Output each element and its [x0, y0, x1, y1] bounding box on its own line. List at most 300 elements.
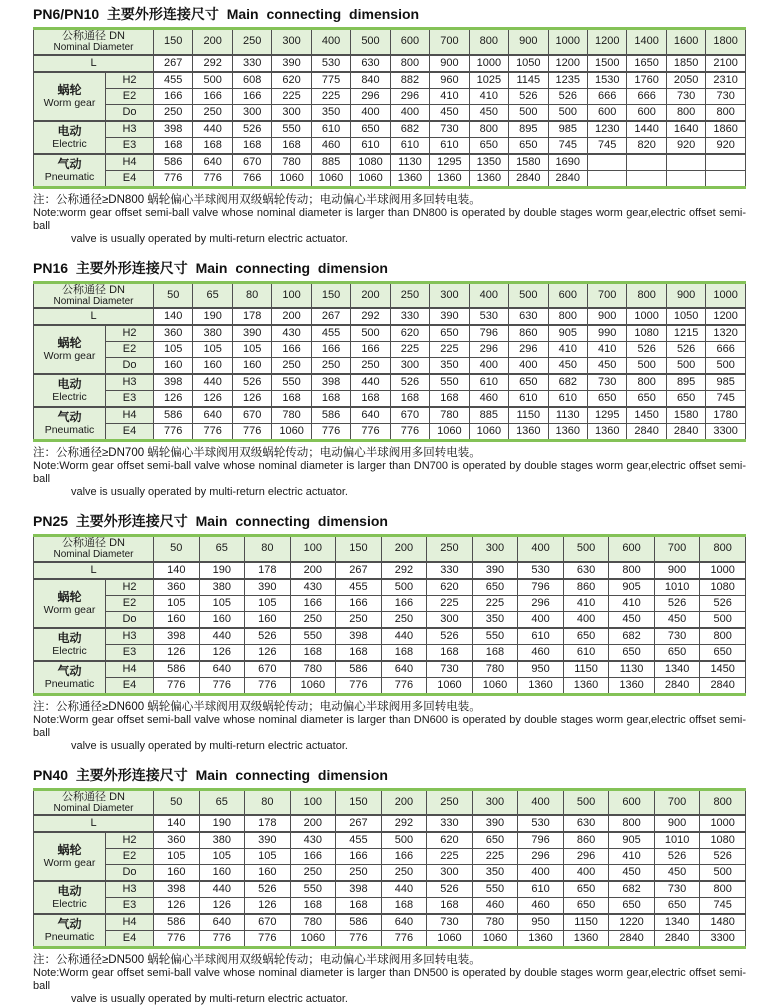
data-cell: 900 [587, 308, 626, 325]
data-cell: 440 [381, 881, 427, 898]
notes-pn40 [33, 953, 746, 1006]
data-cell: 105 [232, 342, 271, 358]
column-header: 400 [518, 789, 564, 815]
title-pn: PN40 [33, 767, 76, 783]
group-label-cn: 电动 [34, 378, 105, 391]
data-cell: 160 [245, 865, 291, 882]
row-label: E3 [106, 644, 154, 661]
dn-header-cell [34, 29, 154, 55]
data-cell: 780 [472, 661, 518, 678]
data-cell: 168 [193, 137, 232, 154]
data-cell: 2840 [666, 424, 705, 441]
data-cell: 682 [609, 628, 655, 645]
dn-label-cn: 公称通径 DN [34, 30, 153, 42]
data-cell: 360 [154, 832, 200, 849]
data-cell: 250 [290, 865, 336, 882]
data-cell: 400 [469, 358, 508, 375]
dn-label-en: Nominal Diameter [34, 296, 153, 307]
data-cell: 1025 [469, 72, 508, 89]
dn-header-cell [34, 536, 154, 562]
data-cell: 178 [245, 815, 291, 832]
data-cell: 250 [311, 358, 350, 375]
data-cell: 225 [272, 88, 311, 104]
row-label: Do [106, 104, 154, 121]
note-en-line2: valve is usually operated by multi-return electric actuator. [33, 740, 746, 753]
data-cell: 250 [154, 104, 193, 121]
column-header: 500 [509, 282, 548, 308]
data-cell: 780 [290, 914, 336, 931]
data-cell: 780 [290, 661, 336, 678]
section-title-pn25 [33, 513, 768, 530]
column-header: 65 [199, 789, 245, 815]
data-cell: 550 [272, 374, 311, 391]
data-cell: 410 [469, 88, 508, 104]
data-cell: 620 [427, 832, 473, 849]
data-cell: 2310 [706, 72, 746, 89]
row-label-L: L [34, 562, 154, 579]
data-cell: 200 [290, 562, 336, 579]
table-row-E2 [34, 849, 746, 865]
data-cell: 920 [706, 137, 746, 154]
data-cell: 650 [469, 137, 508, 154]
data-cell: 296 [518, 595, 564, 611]
data-cell: 250 [351, 358, 390, 375]
data-cell: 267 [154, 55, 193, 72]
data-cell: 650 [654, 644, 700, 661]
data-cell: 666 [587, 88, 626, 104]
document-body [33, 6, 768, 1006]
data-cell: 455 [311, 325, 350, 342]
data-cell: 586 [336, 914, 382, 931]
data-cell: 166 [351, 342, 390, 358]
data-cell: 296 [469, 342, 508, 358]
data-cell: 292 [193, 55, 232, 72]
data-cell: 650 [472, 832, 518, 849]
data-cell: 900 [654, 815, 700, 832]
data-cell: 1650 [627, 55, 666, 72]
title-pn: PN16 [33, 260, 76, 276]
row-label: H2 [106, 325, 154, 342]
data-cell: 1780 [706, 407, 746, 424]
data-cell: 178 [245, 562, 291, 579]
title-en: Main connecting dimension [196, 260, 388, 276]
data-cell: 430 [272, 325, 311, 342]
data-cell: 730 [706, 88, 746, 104]
data-cell: 2050 [666, 72, 705, 89]
data-cell: 450 [654, 865, 700, 882]
data-cell: 776 [199, 931, 245, 948]
data-cell: 800 [469, 121, 508, 138]
column-header: 80 [245, 789, 291, 815]
data-cell: 985 [706, 374, 746, 391]
group-label [34, 914, 106, 948]
group-label-cn: 电动 [34, 885, 105, 898]
data-cell: 390 [430, 308, 469, 325]
data-cell: 360 [154, 325, 193, 342]
column-header: 100 [290, 789, 336, 815]
data-cell: 2100 [706, 55, 746, 72]
data-cell: 500 [700, 865, 746, 882]
data-cell: 300 [232, 104, 271, 121]
data-cell: 400 [509, 358, 548, 375]
group-label-en: Pneumatic [34, 171, 105, 183]
column-header: 1000 [548, 29, 587, 55]
group-label-en: Electric [34, 898, 105, 910]
data-cell: 776 [311, 424, 350, 441]
row-label: H2 [106, 72, 154, 89]
note-cn: 注：公称通径≥DN800 蜗轮偏心半球阀用双级蜗轮传动；电动偏心半球阀用多回转电装。 [33, 193, 746, 207]
data-cell: 250 [290, 611, 336, 628]
data-cell: 500 [548, 104, 587, 121]
data-cell: 126 [154, 391, 193, 408]
dn-header-cell [34, 282, 154, 308]
data-cell: 776 [245, 931, 291, 948]
data-cell: 526 [548, 88, 587, 104]
note-cn: 注：公称通径≥DN500 蜗轮偏心半球阀用双级蜗轮传动；电动偏心半球阀用多回转电装。 [33, 953, 746, 967]
column-header: 80 [232, 282, 271, 308]
note-cn: 注：公称通径≥DN700 蜗轮偏心半球阀用双级蜗轮传动；电动偏心半球阀用多回转电装。 [33, 446, 746, 460]
data-cell: 526 [654, 595, 700, 611]
data-cell: 1580 [509, 154, 548, 171]
data-cell: 398 [336, 881, 382, 898]
data-cell: 350 [472, 611, 518, 628]
data-cell: 400 [351, 104, 390, 121]
data-cell: 2840 [548, 170, 587, 187]
data-cell: 250 [336, 865, 382, 882]
data-cell: 1150 [563, 661, 609, 678]
data-cell: 630 [563, 562, 609, 579]
data-cell: 400 [390, 104, 429, 121]
data-cell: 398 [154, 881, 200, 898]
dn-header-cell [34, 789, 154, 815]
table-row-L [34, 562, 746, 579]
data-cell: 500 [381, 832, 427, 849]
dn-label-cn: 公称通径 DN [34, 537, 153, 549]
row-label-L: L [34, 308, 154, 325]
data-cell: 166 [381, 595, 427, 611]
data-cell: 796 [469, 325, 508, 342]
row-label: E4 [106, 424, 154, 441]
data-cell: 1360 [587, 424, 626, 441]
data-cell: 1000 [700, 815, 746, 832]
data-cell: 178 [232, 308, 271, 325]
data-cell: 550 [290, 881, 336, 898]
data-cell: 2840 [654, 931, 700, 948]
group-label-cn: 气动 [34, 158, 105, 171]
group-label-en: Pneumatic [34, 931, 105, 943]
data-cell: 800 [700, 881, 746, 898]
data-cell: 670 [245, 661, 291, 678]
data-cell: 1850 [666, 55, 705, 72]
data-cell: 380 [199, 579, 245, 596]
data-cell: 360 [154, 579, 200, 596]
data-cell: 526 [627, 342, 666, 358]
data-cell: 450 [609, 865, 655, 882]
data-cell: 1130 [609, 661, 655, 678]
section-title-pn40 [33, 767, 768, 784]
data-cell: 105 [193, 342, 232, 358]
dn-label-en: Nominal Diameter [34, 803, 153, 814]
data-cell: 745 [587, 137, 626, 154]
table-row-H4 [34, 661, 746, 678]
data-cell: 800 [666, 104, 705, 121]
data-cell: 610 [548, 391, 587, 408]
data-cell: 105 [245, 849, 291, 865]
data-cell: 730 [666, 88, 705, 104]
column-header: 200 [193, 29, 232, 55]
table-row-H2 [34, 325, 746, 342]
column-header: 300 [430, 282, 469, 308]
column-header: 700 [587, 282, 626, 308]
data-cell: 610 [390, 137, 429, 154]
column-header: 700 [430, 29, 469, 55]
table-header-row [34, 536, 746, 562]
data-cell: 776 [154, 170, 193, 187]
column-header: 150 [336, 789, 382, 815]
data-cell: 796 [518, 579, 564, 596]
data-cell: 1450 [627, 407, 666, 424]
data-cell: 526 [390, 374, 429, 391]
data-cell: 398 [311, 374, 350, 391]
table-row-E4 [34, 677, 746, 694]
column-header: 80 [245, 536, 291, 562]
data-cell: 745 [706, 391, 746, 408]
data-cell: 390 [272, 55, 311, 72]
group-label-en: Worm gear [34, 857, 105, 869]
data-cell: 440 [193, 121, 232, 138]
data-cell: 1060 [472, 677, 518, 694]
data-cell: 300 [390, 358, 429, 375]
data-cell: 330 [390, 308, 429, 325]
data-cell: 730 [430, 121, 469, 138]
data-cell: 990 [587, 325, 626, 342]
data-cell: 410 [430, 88, 469, 104]
data-cell: 670 [245, 914, 291, 931]
data-cell: 105 [199, 595, 245, 611]
data-cell: 745 [700, 898, 746, 915]
data-cell: 105 [154, 595, 200, 611]
group-label-en: Worm gear [34, 97, 105, 109]
data-cell: 586 [311, 407, 350, 424]
data-cell: 1080 [351, 154, 390, 171]
data-cell: 1060 [351, 170, 390, 187]
column-header: 800 [627, 282, 666, 308]
group-label-cn: 气动 [34, 918, 105, 931]
data-cell: 168 [351, 391, 390, 408]
data-cell: 330 [232, 55, 271, 72]
data-cell [587, 154, 626, 171]
data-cell: 745 [548, 137, 587, 154]
table-header-row [34, 789, 746, 815]
data-cell: 2840 [609, 931, 655, 948]
note-en-line1: Note:Worm gear offset semi-ball valve whose nominal diameter is larger than DN500 is operated by double stages worm gear,electric offset semi-ball [33, 967, 746, 993]
data-cell: 267 [336, 815, 382, 832]
data-cell: 350 [430, 358, 469, 375]
data-cell: 526 [245, 881, 291, 898]
data-cell: 225 [427, 595, 473, 611]
data-cell: 776 [336, 931, 382, 948]
data-cell: 950 [518, 661, 564, 678]
data-cell: 1295 [587, 407, 626, 424]
data-cell: 1220 [609, 914, 655, 931]
table-row-H3 [34, 121, 746, 138]
data-cell: 985 [548, 121, 587, 138]
data-cell: 530 [469, 308, 508, 325]
notes-pn16 [33, 446, 746, 499]
column-header: 400 [518, 536, 564, 562]
table-row-L [34, 308, 746, 325]
row-label: E2 [106, 595, 154, 611]
column-header: 250 [232, 29, 271, 55]
data-cell: 296 [351, 88, 390, 104]
data-cell: 1050 [509, 55, 548, 72]
data-cell: 776 [245, 677, 291, 694]
title-pn: PN6/PN10 [33, 6, 107, 22]
data-cell: 250 [381, 865, 427, 882]
data-cell: 292 [381, 562, 427, 579]
data-cell: 200 [290, 815, 336, 832]
data-cell: 166 [336, 849, 382, 865]
data-cell: 900 [654, 562, 700, 579]
data-cell: 1060 [427, 931, 473, 948]
data-cell: 1000 [469, 55, 508, 72]
data-cell: 225 [311, 88, 350, 104]
column-header: 300 [472, 789, 518, 815]
data-cell: 330 [427, 815, 473, 832]
data-cell: 650 [430, 325, 469, 342]
data-cell: 160 [199, 865, 245, 882]
data-cell: 780 [430, 407, 469, 424]
row-label: E4 [106, 677, 154, 694]
data-cell: 640 [351, 407, 390, 424]
column-header: 1400 [627, 29, 666, 55]
table-row-H2 [34, 579, 746, 596]
column-header: 250 [427, 536, 473, 562]
data-cell: 666 [706, 342, 746, 358]
data-cell: 630 [351, 55, 390, 72]
data-cell: 292 [381, 815, 427, 832]
data-cell: 586 [154, 154, 193, 171]
dimension-table-pn40 [33, 788, 746, 950]
table-row-H3 [34, 628, 746, 645]
column-header: 400 [469, 282, 508, 308]
data-cell: 666 [627, 88, 666, 104]
data-cell: 1360 [430, 170, 469, 187]
data-cell: 1200 [548, 55, 587, 72]
data-cell: 526 [232, 374, 271, 391]
data-cell: 1235 [548, 72, 587, 89]
data-cell: 166 [290, 849, 336, 865]
data-cell: 225 [430, 342, 469, 358]
data-cell: 550 [290, 628, 336, 645]
column-header: 150 [154, 29, 193, 55]
data-cell: 650 [609, 898, 655, 915]
data-cell: 1760 [627, 72, 666, 89]
data-cell: 776 [193, 170, 232, 187]
data-cell: 608 [232, 72, 271, 89]
data-cell: 455 [154, 72, 193, 89]
data-cell: 450 [430, 104, 469, 121]
data-cell [706, 154, 746, 171]
data-cell: 800 [609, 562, 655, 579]
data-cell: 920 [666, 137, 705, 154]
group-label-en: Worm gear [34, 350, 105, 362]
table-row-L [34, 815, 746, 832]
group-label [34, 121, 106, 154]
data-cell: 168 [427, 644, 473, 661]
data-cell: 140 [154, 308, 193, 325]
column-header: 1000 [706, 282, 746, 308]
data-cell: 650 [472, 579, 518, 596]
data-cell: 900 [430, 55, 469, 72]
data-cell: 126 [245, 644, 291, 661]
column-header: 300 [472, 536, 518, 562]
data-cell: 105 [199, 849, 245, 865]
data-cell: 1145 [509, 72, 548, 89]
data-cell: 296 [518, 849, 564, 865]
data-cell: 1060 [311, 170, 350, 187]
row-label: H4 [106, 154, 154, 171]
title-en: Main connecting dimension [196, 767, 388, 783]
data-cell: 895 [666, 374, 705, 391]
row-label: H3 [106, 881, 154, 898]
data-cell: 1060 [290, 677, 336, 694]
column-header: 800 [700, 789, 746, 815]
data-cell: 126 [199, 898, 245, 915]
data-cell: 400 [518, 611, 564, 628]
data-cell: 800 [627, 374, 666, 391]
data-cell: 730 [654, 628, 700, 645]
data-cell: 300 [427, 611, 473, 628]
data-cell: 776 [390, 424, 429, 441]
data-cell: 895 [509, 121, 548, 138]
section-title-pn16 [33, 260, 768, 277]
table-row-E2 [34, 595, 746, 611]
data-cell: 610 [563, 644, 609, 661]
data-cell: 776 [154, 677, 200, 694]
data-cell: 640 [199, 914, 245, 931]
data-cell: 398 [336, 628, 382, 645]
dn-label-cn: 公称通径 DN [34, 791, 153, 803]
table-row-E4 [34, 170, 746, 187]
data-cell: 1060 [272, 424, 311, 441]
table-row-H2 [34, 832, 746, 849]
data-cell: 398 [154, 121, 193, 138]
data-cell: 1860 [706, 121, 746, 138]
data-cell: 410 [587, 342, 626, 358]
data-cell: 526 [700, 595, 746, 611]
data-cell: 550 [430, 374, 469, 391]
title-cn: 主要外形连接尺寸 [76, 767, 196, 783]
data-cell: 166 [193, 88, 232, 104]
data-cell: 267 [311, 308, 350, 325]
data-cell: 800 [609, 815, 655, 832]
section-pn25 [33, 513, 768, 753]
column-header: 250 [427, 789, 473, 815]
data-cell: 166 [336, 595, 382, 611]
data-cell: 160 [154, 865, 200, 882]
data-cell: 168 [430, 391, 469, 408]
data-cell: 105 [154, 849, 200, 865]
group-label-en: Pneumatic [34, 424, 105, 436]
table-row-H4 [34, 407, 746, 424]
column-header: 500 [563, 536, 609, 562]
table-row-Do [34, 104, 746, 121]
data-cell: 530 [518, 562, 564, 579]
row-label-L: L [34, 815, 154, 832]
data-cell: 1050 [666, 308, 705, 325]
group-label-cn: 气动 [34, 411, 105, 424]
